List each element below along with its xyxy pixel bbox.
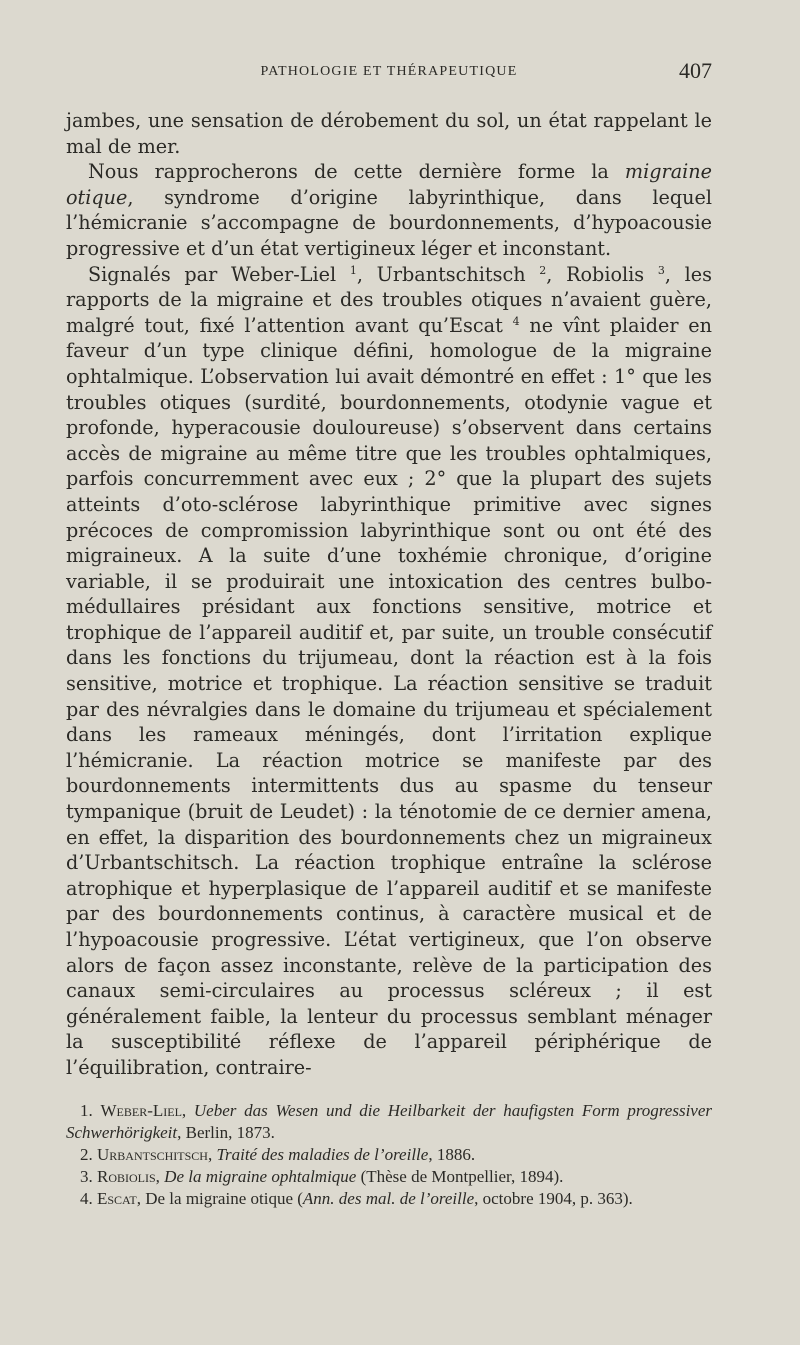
paragraph-3-text-b: , Urbantschitsch bbox=[356, 262, 540, 286]
footnote-number: 3. bbox=[80, 1167, 93, 1186]
footnote-separator: , bbox=[181, 1101, 194, 1120]
paragraph-2-text-a: Nous rapprocherons de cette dernière forme la bbox=[88, 160, 625, 184]
footnote-author: Robiolis bbox=[97, 1167, 156, 1186]
footnote-separator: , bbox=[155, 1167, 165, 1186]
paragraph-1 bbox=[66, 108, 712, 159]
footnote bbox=[66, 1100, 712, 1144]
paragraph-3-text-c: , Robiolis bbox=[546, 262, 658, 286]
footnote-number: 2. bbox=[80, 1145, 93, 1164]
footnote-ref-1: 1 bbox=[349, 263, 357, 277]
footnote-ref-2: 2 bbox=[539, 263, 547, 277]
footnote-author: Escat bbox=[97, 1189, 137, 1208]
footnote-rest: (Thèse de Montpellier, 1894). bbox=[356, 1167, 564, 1186]
footnote-author: Urbantschitsch bbox=[97, 1145, 208, 1164]
footnote-number: 4. bbox=[80, 1189, 93, 1208]
footnote-separator: , bbox=[207, 1145, 217, 1164]
paragraph-2 bbox=[66, 159, 712, 261]
footnote-rest: , Berlin, 1873. bbox=[177, 1123, 275, 1142]
footnote-title: Traité des maladies de l’oreille bbox=[216, 1145, 429, 1164]
paragraph-1-text: jambes, une sensation de dérobement du sol, un état rappelant le mal de mer. bbox=[66, 109, 712, 158]
footnote bbox=[66, 1166, 712, 1188]
footnote-rest: , 1886. bbox=[428, 1145, 476, 1164]
footnote-number: 1. bbox=[80, 1101, 93, 1120]
footnote-separator: , De la migraine otique ( bbox=[136, 1189, 303, 1208]
footnote-author: Weber-Liel bbox=[100, 1101, 182, 1120]
footnote-title: Ueber das Wesen und die Heilbarkeit der haufigsten Form progressiver Schwerhörigkeit bbox=[66, 1101, 713, 1142]
page-number: 407 bbox=[679, 58, 712, 83]
footnotes bbox=[66, 1100, 712, 1210]
paragraph-3-text-a: Signalés par Weber-Liel bbox=[88, 262, 350, 286]
migraine-otique-term: migraine otique bbox=[66, 160, 712, 209]
footnote bbox=[66, 1144, 712, 1166]
page-header bbox=[66, 58, 712, 86]
footnote-title: De la migraine ophtalmique bbox=[164, 1167, 357, 1186]
footnote-ref-3: 3 bbox=[657, 263, 665, 277]
body-text bbox=[66, 108, 712, 1081]
footnote-title: Ann. des mal. de l’oreille bbox=[302, 1189, 475, 1208]
footnote-ref-4: 4 bbox=[512, 314, 520, 328]
paragraph-3 bbox=[66, 262, 712, 1081]
footnote bbox=[66, 1188, 712, 1210]
paragraph-3-text-e: ne vînt plaider en faveur d’un type clinique défini, homologue de la migraine ophtalmique. L’observation lui avait démontré en effet : 1° que les troubles otiques (surdité, bourdonnements, otodynie vague et profonde, hyperacousie douloureuse) s’observent dans certains accès de migraine au même titre que les troubles ophtalmiques, parfois concurremment avec eux ; 2° que la plupart des sujets atteints d’oto-sclérose labyrinthique primitive avec signes précoces de compromission labyrinthique sont ou ont été des migraineux. A la suite d’une toxhémie chronique, d’origine variable, il se produirait une intoxication des centres bulbo-médullaires présidant aux fonctions sensitive, motrice et trophique de l’appareil auditif et, par suite, un trouble consécutif dans les fonctions du trijumeau, dont la réaction est à la fois sensitive, motrice et trophique. La réaction sensitive se traduit par des névralgies dans le domaine du trijumeau et spécialement dans les rameaux méningés, dont l’irritation explique l’hémicranie. La réaction motrice se manifeste par des bourdonnements intermittents dus au spasme du tenseur tympanique (bruit de Leudet) : la ténotomie de ce dernier amena, en effet, la disparition des bourdonnements chez un migraineux d’Urbantschitsch. La réaction trophique entraîne la sclérose atrophique et hyperplasique de l’appareil auditif et se manifeste par des bourdonnements continus, à caractère musical et de l’hypoacousie progressive. L’état vertigineux, que l’on observe alors de façon assez inconstante, relève de la participation des canaux semi-circulaires au processus scléreux ; il est généralement faible, la lenteur du processus semblant ménager la susceptibilité réflexe de l’appareil périphérique de l’équilibration, contraire- bbox=[66, 313, 713, 1079]
footnote-rest: , octobre 1904, p. 363). bbox=[474, 1189, 633, 1208]
running-head: PATHOLOGIE ET THÉRAPEUTIQUE bbox=[260, 64, 518, 79]
paragraph-3-text-d: , les rapports de la migraine et des troubles otiques n’avaient guère, malgré tout, fixé l’attention avant qu’Escat bbox=[66, 262, 712, 337]
paragraph-2-text-b: , syndrome d’origine labyrinthique, dans lequel l’hémicranie s’accompagne de bourdonnements, d’hypoacousie progressive et d’un état vertigineux léger et inconstant. bbox=[66, 185, 712, 260]
